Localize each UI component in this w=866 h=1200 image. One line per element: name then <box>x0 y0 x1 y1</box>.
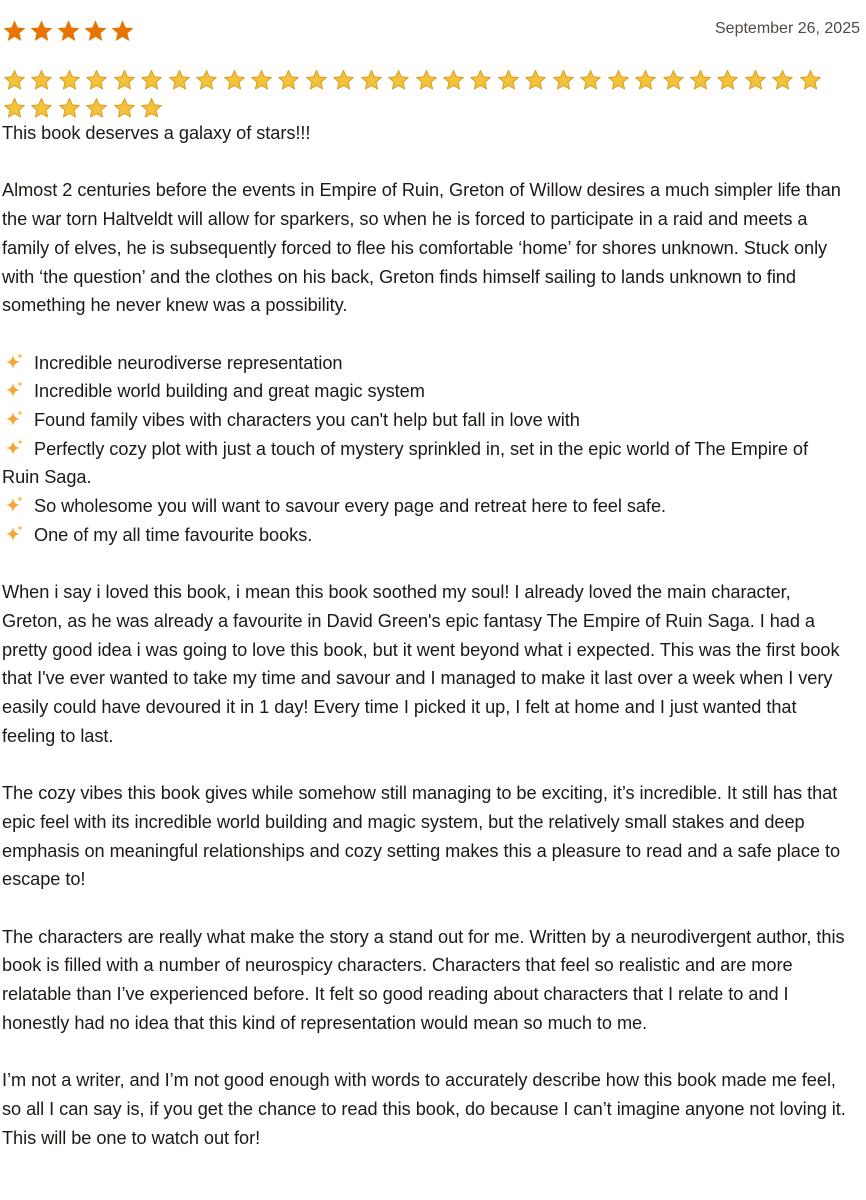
star-emoji-icon <box>688 69 713 91</box>
star-emoji-icon <box>167 69 192 91</box>
star-emoji-icon <box>222 69 247 91</box>
star-emoji-icon <box>29 69 54 91</box>
star-emoji-icon <box>84 97 109 119</box>
review-paragraph: When i say i loved this book, i mean this book soothed my soul! I already loved the main character, Greton, as he was already a favourite in David Green's epic fantasy The Empire of Ruin Saga. I had a pretty good idea i was going to love this book, but it went beyond what i expected. This was the first book that I've ever wanted to take my time and savour and I managed to make it last over a week when I very easily could have devoured it in 1 day! Every time I picked it up, I felt at home and I just wanted that feeling to last. <box>2 582 840 746</box>
highlight-text: So wholesome you will want to savour every page and retreat here to feel safe. <box>34 496 667 517</box>
star-emoji-icon <box>798 69 823 91</box>
highlight-item <box>2 406 848 435</box>
highlights-list <box>2 349 848 550</box>
star-emoji-icon <box>249 69 274 91</box>
review-body <box>2 119 848 1152</box>
highlight-text: One of my all time favourite books. <box>34 524 313 545</box>
rating-star-icon <box>2 19 27 43</box>
star-emoji-icon <box>194 69 219 91</box>
highlight-text: Incredible neurodiverse representation <box>34 352 343 373</box>
review-headline: This book deserves a galaxy of stars!!! <box>2 123 311 143</box>
review-paragraph: The cozy vibes this book gives while somehow still managing to be exciting, it’s incredible. It still has that epic feel with its incredible world building and magic system, but the relatively small stakes and deep emphasis on meaningful relationships and cozy setting makes this a pleasure to read and a safe place to escape to! <box>2 783 841 890</box>
star-emoji-icon <box>551 69 576 91</box>
star-emoji-icon <box>523 69 548 91</box>
intro-paragraph: Almost 2 centuries before the events in Empire of Ruin, Greton of Willow desires a much simpler life than the war torn Haltveldt will allow for sparkers, so when he is forced to participate in a raid and meets a family of elves, he is subsequently forced to flee his comfortable ‘home’ for shores unknown. Stuck only with ‘the question’ and the clothes on his back, Greton finds himself sailing to lands unknown to find something he never knew was a possibility. <box>2 180 841 316</box>
sparkles-icon <box>4 524 24 544</box>
star-emoji-icon <box>139 69 164 91</box>
highlight-item <box>2 492 848 521</box>
sparkles-icon <box>4 495 24 515</box>
sparkles-icon <box>4 352 24 372</box>
review-paragraph: The characters are really what make the story a stand out for me. Written by a neurodivergent author, this book is filled with a number of neurospicy characters. Characters that feel so realistic and are more relatable than I’ve experienced before. It felt so good reading about characters that I relate to and I honestly had no idea that this kind of representation would mean so much to me. <box>2 926 845 1033</box>
highlight-item <box>2 349 848 378</box>
rating-star-icon <box>56 19 81 43</box>
review-header <box>2 0 860 50</box>
rating-star-icon <box>110 19 135 43</box>
star-emoji-icon <box>633 69 658 91</box>
star-emoji-icon <box>386 69 411 91</box>
star-emoji-icon <box>29 97 54 119</box>
review-paragraph: I’m not a writer, and I’m not good enough with words to accurately describe how this book made me feel, so all I can say is, if you get the chance to read this book, do because I can’t imagine anyone not loving it. This will be one to watch out for! <box>2 1070 846 1148</box>
star-emoji-icon <box>359 69 384 91</box>
star-emoji-icon <box>578 69 603 91</box>
highlight-item <box>2 435 848 492</box>
sparkles-icon <box>4 438 24 458</box>
star-emoji-icon <box>57 69 82 91</box>
sparkles-icon <box>4 380 24 400</box>
star-emoji-icon <box>331 69 356 91</box>
star-emoji-icon <box>770 69 795 91</box>
star-emoji-icon <box>112 69 137 91</box>
star-emoji-icon <box>743 69 768 91</box>
highlight-text: Found family vibes with characters you can't help but fall in love with <box>34 410 580 430</box>
emoji-star-row <box>2 69 842 119</box>
star-emoji-icon <box>606 69 631 91</box>
star-emoji-icon <box>441 69 466 91</box>
star-emoji-icon <box>2 69 27 91</box>
sparkles-icon <box>4 409 24 429</box>
star-emoji-icon <box>276 69 301 91</box>
highlight-text: Incredible world building and great magic system <box>34 381 425 402</box>
rating-star-icon <box>29 19 54 43</box>
rating-star-icon <box>83 19 108 43</box>
highlight-item <box>2 521 848 550</box>
highlight-text: Perfectly cozy plot with just a touch of mystery sprinkled in, set in the epic world of The Empire of Ruin Saga. <box>2 438 808 488</box>
star-emoji-icon <box>57 97 82 119</box>
star-emoji-icon <box>84 69 109 91</box>
review-date: September 26, 2025 <box>715 20 860 37</box>
star-emoji-icon <box>414 69 439 91</box>
star-emoji-icon <box>112 97 137 119</box>
star-emoji-icon <box>304 69 329 91</box>
star-emoji-icon <box>715 69 740 91</box>
star-rating <box>2 19 135 43</box>
star-emoji-icon <box>496 69 521 91</box>
star-emoji-icon <box>2 97 27 119</box>
star-emoji-icon <box>139 97 164 119</box>
star-emoji-icon <box>468 69 493 91</box>
star-emoji-icon <box>661 69 686 91</box>
highlight-item <box>2 377 848 406</box>
